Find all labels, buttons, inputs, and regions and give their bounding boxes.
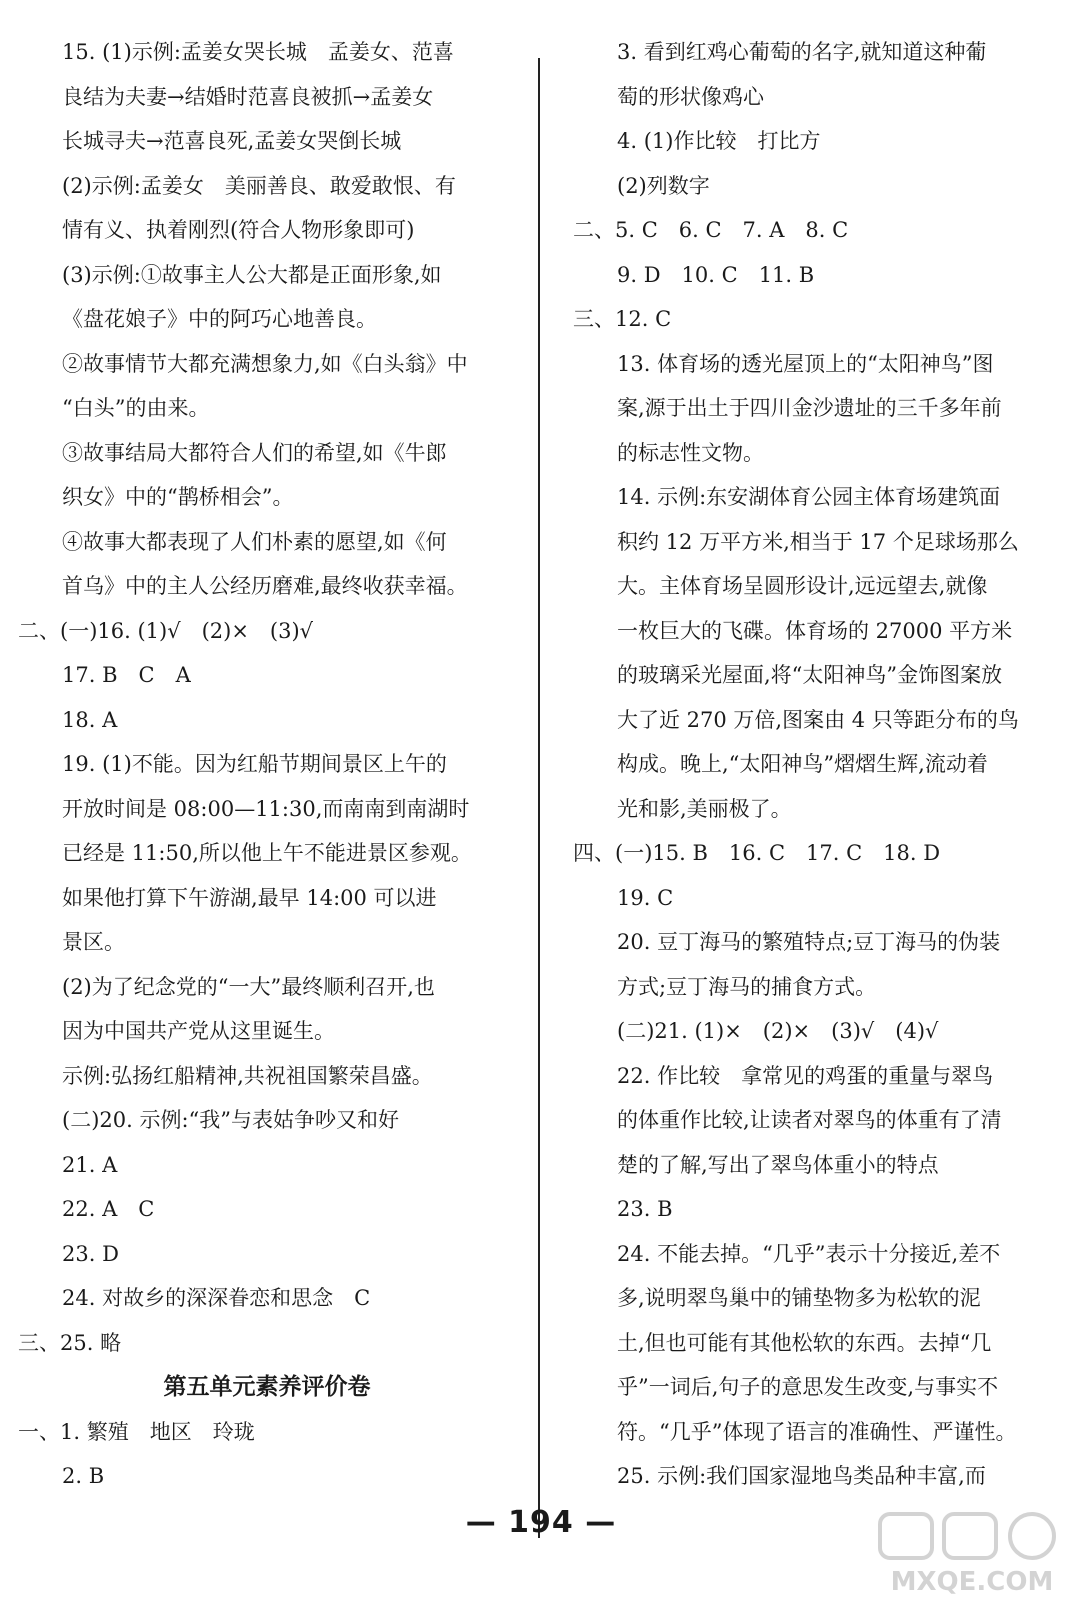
answer-line: 《盘花娘子》中的阿巧心地善良。 [62, 307, 377, 331]
answer-line: 大了近 270 万倍,图案由 4 只等距分布的鸟 [617, 707, 1019, 732]
answer-line: 24. 不能去掉。“几乎”表示十分接近,差不 [617, 1241, 1001, 1266]
answer-line: 的体重作比较,让读者对翠鸟的体重有了清 [617, 1108, 1002, 1132]
answer-line: 22. A C [62, 1197, 155, 1221]
left-column [18, 30, 516, 1499]
answer-line: 大。主体育场呈圆形设计,远远望去,就像 [617, 574, 988, 598]
answer-line: (2)为了纪念党的“一大”最终顺利召开,也 [62, 974, 435, 999]
answer-line: 长城寻夫→范喜良死,孟姜女哭倒长城 [62, 129, 402, 153]
answer-line: 构成。晚上,“太阳神鸟”熠熠生辉,流动着 [617, 752, 988, 776]
answer-line: 13. 体育场的透光屋顶上的“太阳神鸟”图 [617, 351, 994, 376]
answer-line: 23. D [62, 1241, 119, 1266]
answer-line: 17. B C A [62, 663, 191, 687]
answer-line: 19. C [617, 885, 674, 910]
answer-line: 如果他打算下午游湖,最早 14:00 可以进 [62, 885, 437, 910]
answer-line: 方式;豆丁海马的捕食方式。 [617, 974, 877, 999]
answer-line: 四、(一)15. B 16. C 17. C 18. D [573, 841, 941, 865]
svg-text:MXQE.COM: MXQE.COM [890, 1567, 1054, 1597]
answer-line: 楚的了解,写出了翠鸟体重小的特点 [617, 1152, 939, 1177]
answer-line: 23. B [617, 1197, 673, 1221]
answer-line: 织女》中的“鹊桥相会”。 [62, 485, 294, 509]
answer-line: 开放时间是 08:00—11:30,而南南到南湖时 [62, 796, 470, 821]
answer-line: 积约 12 万平方米,相当于 17 个足球场那么 [617, 529, 1019, 554]
answer-line: 景区。 [62, 930, 125, 954]
answer-line: ④故事大都表现了人们朴素的愿望,如《何 [62, 529, 447, 554]
answer-line: 三、12. C [573, 307, 672, 331]
answer-line: 一枚巨大的飞碟。体育场的 27000 平方米 [617, 618, 1013, 643]
answer-line: (2)示例:孟姜女 美丽善良、敢爱敢恨、有 [62, 173, 456, 198]
column-divider [538, 58, 540, 1538]
answer-line: 首乌》中的主人公经历磨难,最终收获幸福。 [62, 574, 468, 598]
answer-line: 18. A [62, 707, 118, 732]
answer-line: 萄的形状像鸡心 [617, 84, 764, 109]
answer-line: 的玻璃采光屋面,将“太阳神鸟”金饰图案放 [617, 663, 1003, 687]
answer-line: 多,说明翠鸟巢中的铺垫物多为松软的泥 [617, 1286, 981, 1310]
answer-line: 乎”一词后,句子的意思发生改变,与事实不 [617, 1375, 999, 1399]
answer-line: 的标志性文物。 [617, 440, 764, 465]
answer-line: 25. 示例:我们国家湿地鸟类品种丰富,而 [617, 1464, 986, 1488]
answer-line: 土,但也可能有其他松软的东西。去掉“几 [617, 1330, 992, 1355]
answer-line: 示例:弘扬红船精神,共祝祖国繁荣昌盛。 [62, 1063, 433, 1088]
answer-line: 20. 豆丁海马的繁殖特点;豆丁海马的伪装 [617, 930, 1001, 954]
section-heading: 第五单元素养评价卷 [163, 1374, 371, 1400]
answer-line: 案,源于出土于四川金沙遗址的三千多年前 [617, 396, 1002, 420]
answer-line: 良结为夫妻→结婚时范喜良被抓→孟姜女 [62, 84, 434, 109]
answer-line: 19. (1)不能。因为红船节期间景区上午的 [62, 752, 447, 776]
answer-line: 24. 对故乡的深深眷恋和思念 C [62, 1286, 371, 1310]
answer-line: 14. 示例:东安湖体育公园主体育场建筑面 [617, 485, 1001, 509]
answer-line: (二)20. 示例:“我”与表姑争吵又和好 [62, 1108, 400, 1132]
answer-line: (二)21. (1)× (2)× (3)√ (4)√ [617, 1019, 939, 1043]
answer-line: 21. A [62, 1152, 118, 1177]
answer-line: 2. B [62, 1464, 105, 1488]
answer-line: ②故事情节大都充满想象力,如《白头翁》中 [62, 351, 468, 376]
answer-line: ③故事结局大都符合人们的希望,如《牛郎 [62, 440, 447, 465]
answer-line: 9. D 10. C 11. B [617, 262, 815, 287]
answer-line: 22. 作比较 拿常见的鸡蛋的重量与翠鸟 [617, 1063, 994, 1088]
page-number: — 194 — [465, 1505, 617, 1540]
answer-line: “白头”的由来。 [62, 396, 210, 420]
answer-line: 3. 看到红鸡心葡萄的名字,就知道这种葡 [617, 40, 987, 64]
answer-line: (2)列数字 [617, 173, 710, 198]
answer-line: 符。“几乎”体现了语言的准确性、严谨性。 [617, 1419, 1017, 1444]
answer-line: (3)示例:①故事主人公大都是正面形象,如 [62, 262, 442, 287]
watermark-logo [872, 1508, 1072, 1598]
answer-line: 因为中国共产党从这里诞生。 [62, 1019, 335, 1043]
answer-line: 4. (1)作比较 打比方 [617, 129, 821, 153]
answer-line: 15. (1)示例:孟姜女哭长城 孟姜女、范喜 [62, 40, 454, 64]
answer-line: 一、1. 繁殖 地区 玲珑 [18, 1419, 255, 1444]
right-column [573, 30, 1063, 1499]
answer-line: 二、(一)16. (1)√ (2)× (3)√ [18, 618, 314, 643]
answer-line: 情有义、执着刚烈(符合人物形象即可) [62, 218, 415, 242]
answer-line: 二、5. C 6. C 7. A 8. C [573, 218, 849, 242]
answer-line: 三、25. 略 [18, 1330, 122, 1355]
answer-line: 已经是 11:50,所以他上午不能进景区参观。 [62, 841, 472, 865]
answer-line: 光和影,美丽极了。 [617, 796, 792, 821]
